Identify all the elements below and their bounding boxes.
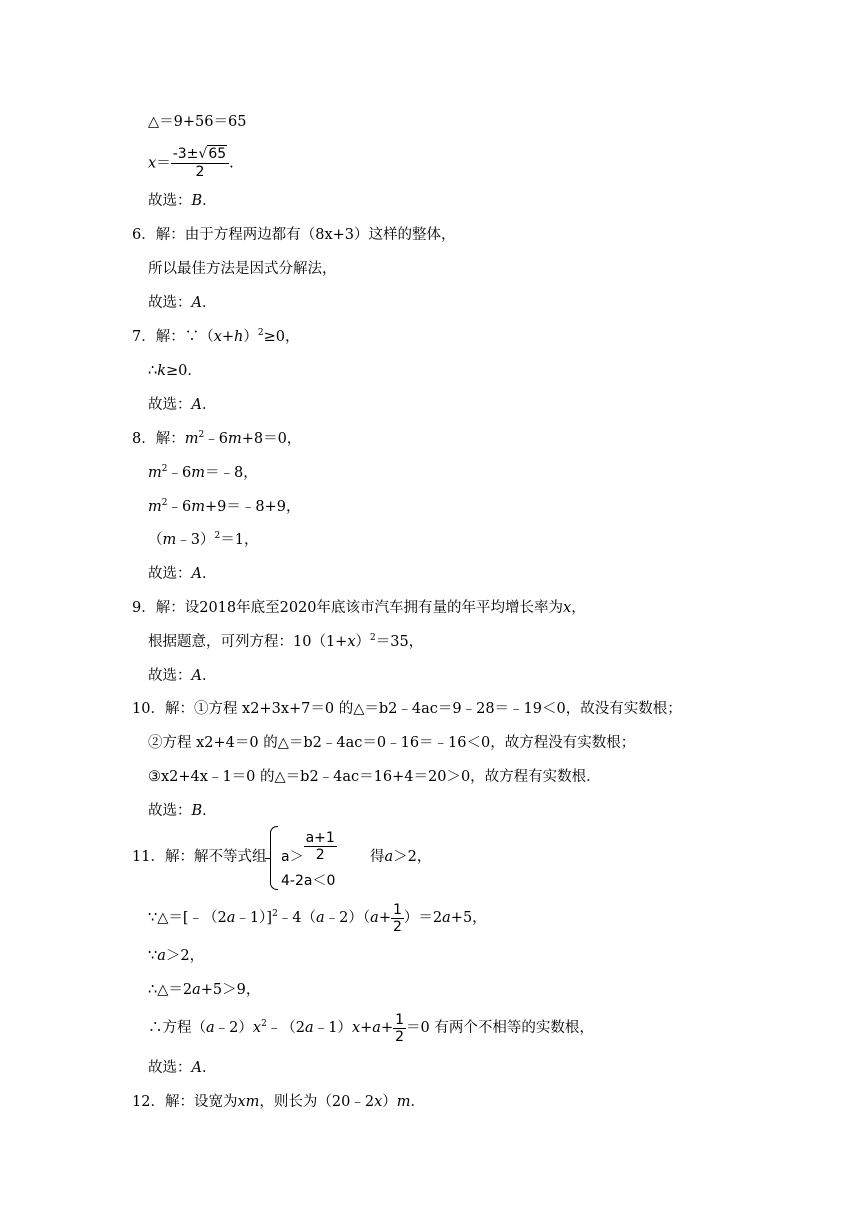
answer-line: 故选：A． (148, 668, 217, 684)
q7-conclusion: ∴k≥0． (148, 363, 202, 379)
answer-line: 故选：A． (148, 566, 217, 582)
answer-line: 故选：B． (148, 193, 217, 209)
q11-conclusion: ∴方程$(a﹣2)x^2﹣(2a﹣1)x+a+$ $\frac{1}{2}$ ＝0 有两个不相等的实数根， (148, 1011, 594, 1045)
system-brace-icon (270, 826, 278, 890)
q9-solution: 9．解：设2018年底至2020年底该市汽车拥有量的年平均增长率为x， (132, 600, 586, 616)
delta-line: △＝9+56＝65 (148, 114, 247, 130)
answer-line: 故选：A． (148, 295, 217, 311)
q8-solution: 8．解：$m^2﹣6m+8=0$， (132, 430, 302, 447)
answer-line: 故选：B． (148, 803, 217, 819)
q10-case-3: ③x2+4x﹣1＝0 的△＝b2﹣4ac＝16+4＝20＞0，故方程有实数根． (148, 769, 601, 785)
q11-delta-bound: ∴△＝2a+5＞9， (148, 982, 261, 998)
q10-case-2: ②方程 x2+4＝0 的△＝b2﹣4ac＝0﹣16＝﹣16＜0，故方程没有实数根； (148, 735, 636, 751)
q6-reason: 所以最佳方法是因式分解法， (148, 261, 337, 277)
q12-solution: 12．解：设宽为xm，则长为（20﹣2x）m． (132, 1094, 426, 1110)
q9-equation: 根据题意，可列方程：$10(1+x)^2=35$， (148, 633, 424, 650)
answer-line: 故选：A． (148, 397, 217, 413)
inequality-1: a＞ $\frac{a+1}{2}$ (281, 830, 335, 865)
inequality-2: 4-2a＜0 (281, 873, 336, 889)
q8-step: $m^2﹣6m+9=﹣8+9$， (148, 498, 301, 515)
q11-solution-intro: 11．解：解不等式组 (132, 849, 267, 865)
q7-solution: 7．解：$\because(x+h)^2\ge 0$， (132, 328, 300, 345)
q11-condition: ∵a＞2， (148, 948, 205, 964)
q11-discriminant: ∵△＝[﹣（2a﹣1）]$^2$﹣4（a﹣2）（a+ $\frac{1}{2}$ ）＝2a+5， (148, 901, 487, 935)
q8-step: $m^2﹣6m=﹣8$， (148, 464, 258, 481)
answer-line: 故选：A． (148, 1060, 217, 1076)
q6-solution: 6．解：由于方程两边都有（8x+3）这样的整体， (132, 227, 456, 243)
sqrt-icon: √65 (198, 146, 227, 162)
q11-result: 得a＞2， (370, 849, 432, 865)
q10-solution: 10．解：①方程 x2+3x+7＝0 的△＝b2﹣4ac＝9﹣28＝﹣19＜0，故没有实数根； (132, 701, 682, 717)
root-fraction: $\frac{-3\pm√65}{2}$ (171, 146, 229, 181)
root-formula-line: x＝ $\frac{-3\pm√65}{2}$ . (148, 146, 234, 180)
q8-step: （m﹣3）$^2$＝1， (148, 531, 259, 548)
